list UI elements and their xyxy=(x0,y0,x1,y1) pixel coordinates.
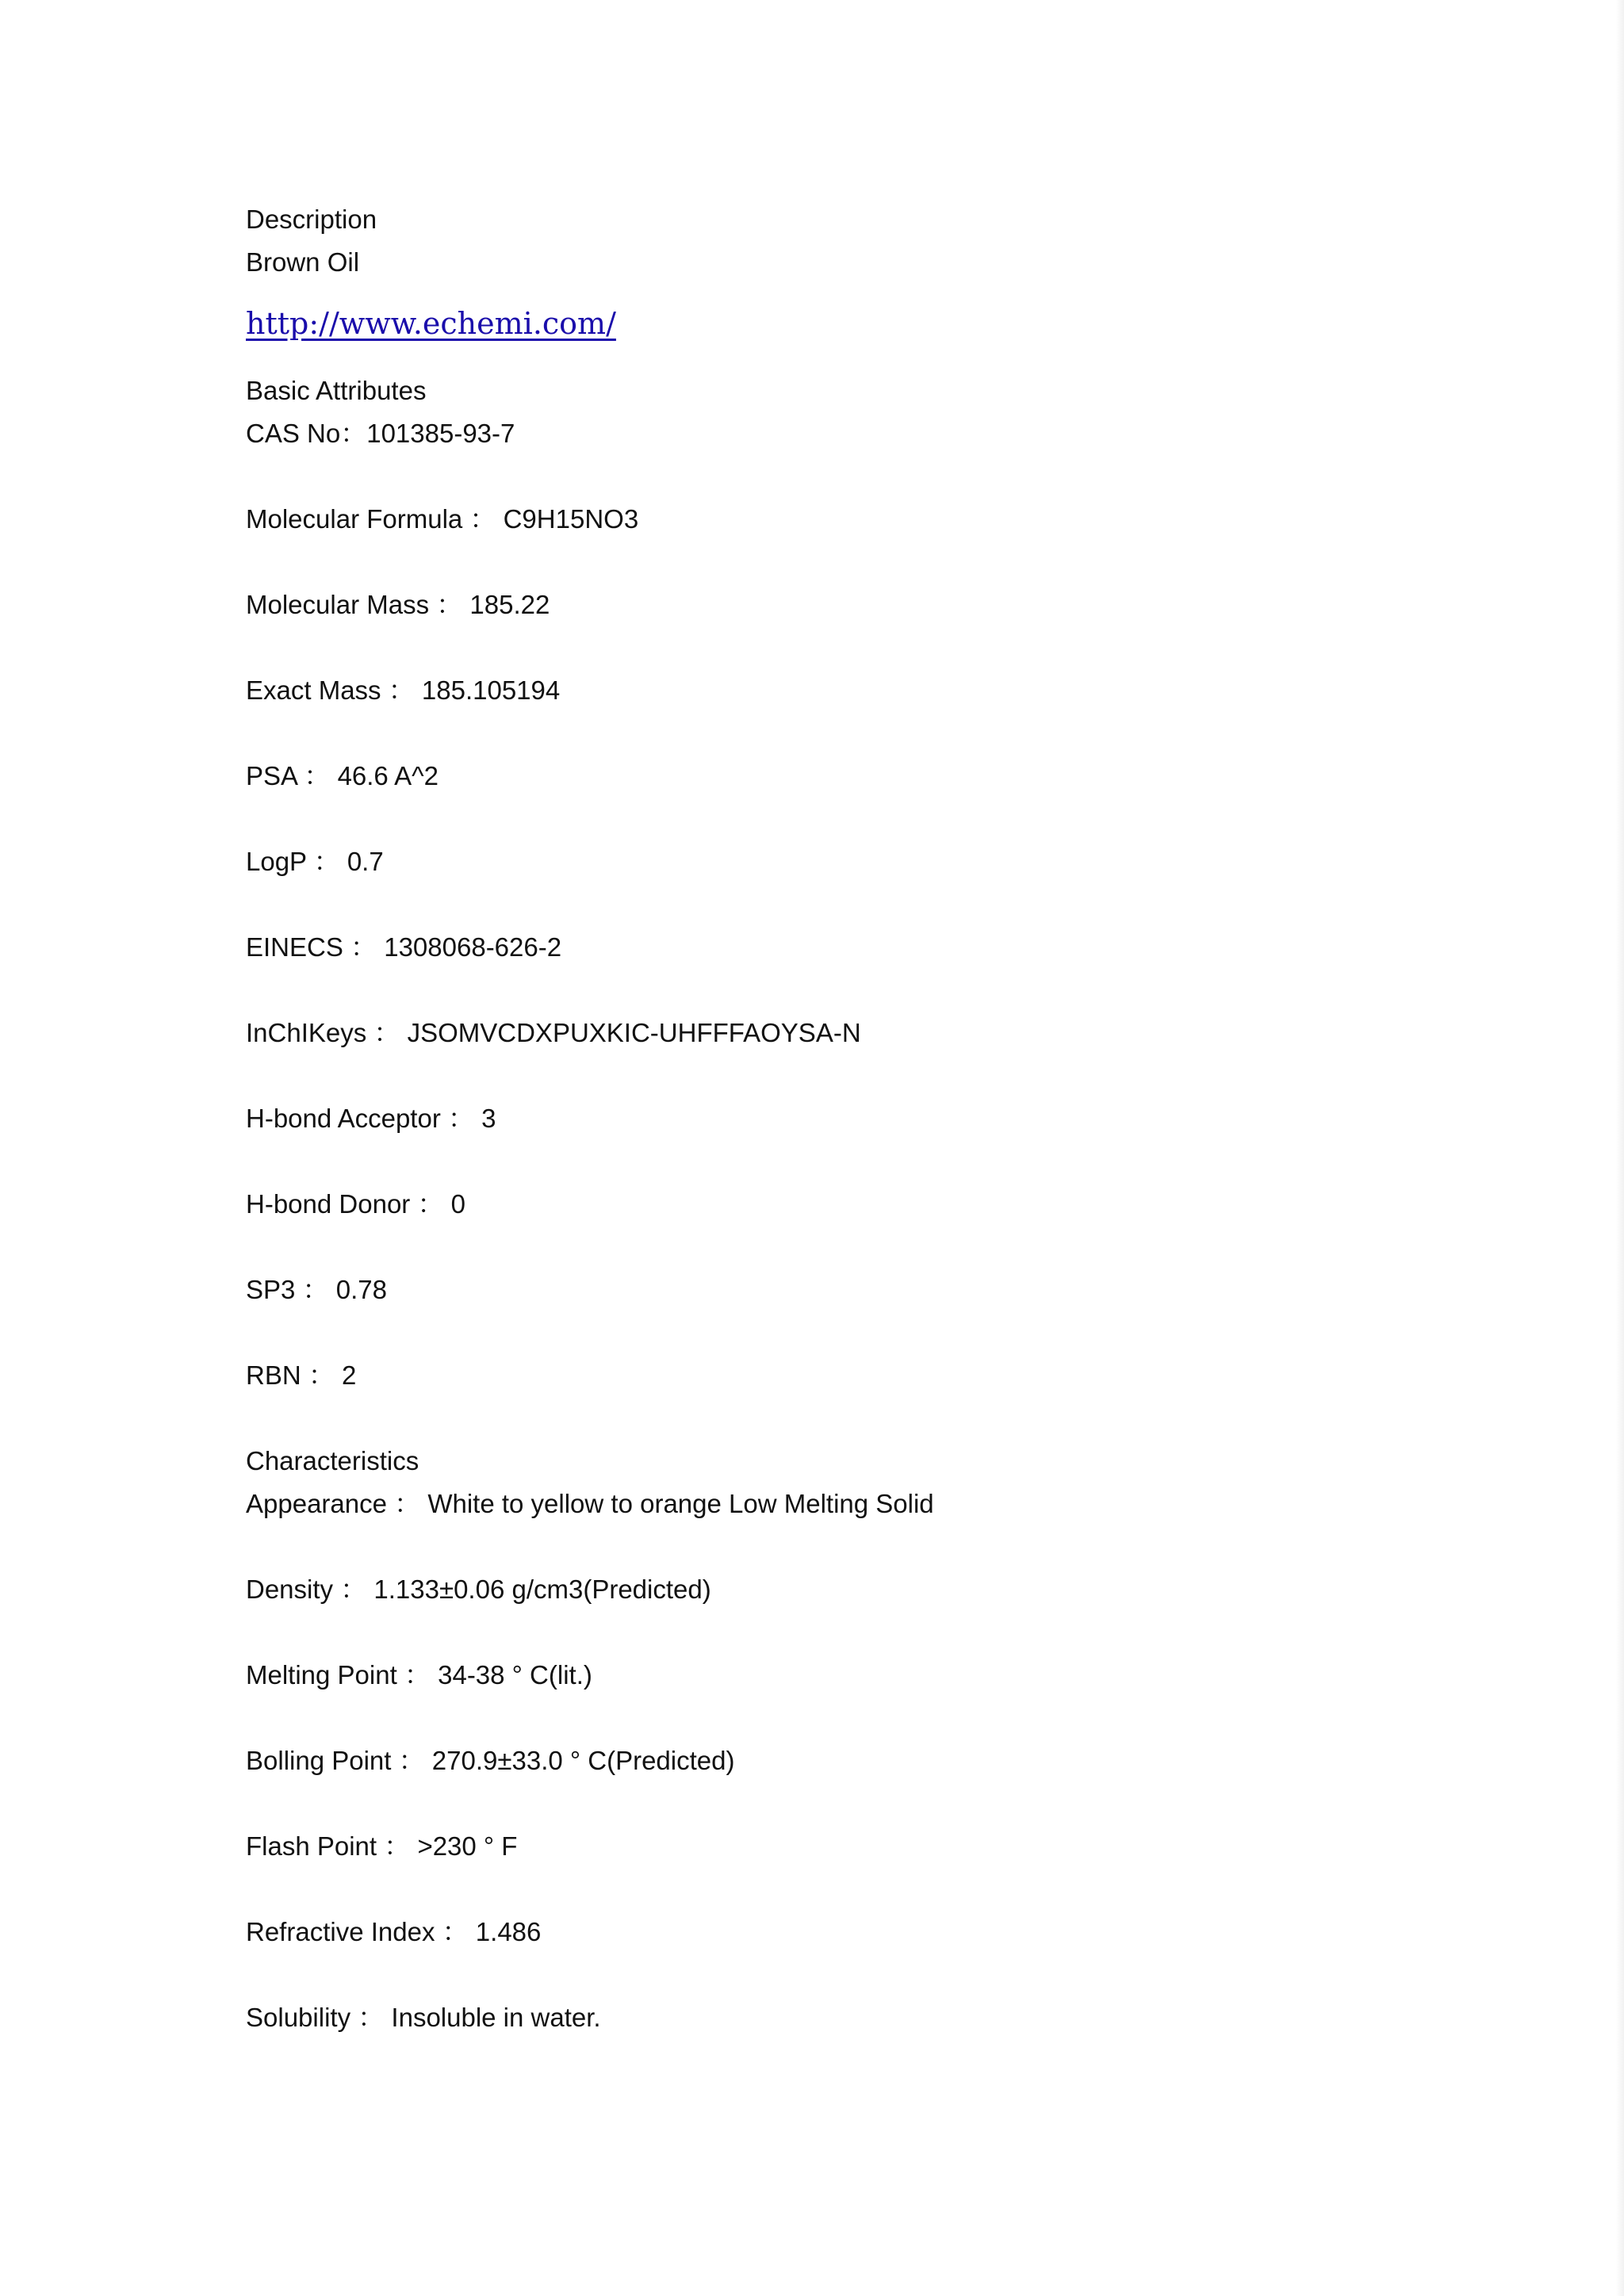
sp3-value: 0.78 xyxy=(335,1275,387,1304)
section-gap xyxy=(246,1397,1515,1440)
logp-label: LogP xyxy=(246,847,307,876)
row-gap xyxy=(246,626,1515,669)
psa-row xyxy=(246,755,1515,798)
einecs-row xyxy=(246,926,1515,969)
melting-point-value: 34-38 ° C(lit.) xyxy=(438,1660,592,1689)
row-gap xyxy=(246,1954,1515,1996)
flash-point-label: Flash Point xyxy=(246,1831,377,1861)
refractive-index-row xyxy=(246,1911,1515,1954)
basic-attributes-heading: Basic Attributes xyxy=(246,376,427,405)
refractive-index-label: Refractive Index xyxy=(246,1917,435,1946)
einecs-value: 1308068-626-2 xyxy=(384,932,562,962)
flash-point-value: >230 ° F xyxy=(417,1831,518,1861)
colon-separator: ： xyxy=(297,761,338,790)
colon-separator: ： xyxy=(295,1275,336,1304)
logp-row xyxy=(246,840,1515,883)
colon-separator: ： xyxy=(462,504,504,534)
row-gap xyxy=(246,1697,1515,1739)
row-gap xyxy=(246,455,1515,498)
sp3-label: SP3 xyxy=(246,1275,296,1304)
molecular-formula-value: C9H15NO3 xyxy=(503,504,639,534)
exact-mass-value: 185.105194 xyxy=(421,675,561,705)
h-bond-acceptor-value: 3 xyxy=(481,1104,496,1133)
appearance-value: White to yellow to orange Low Melting Solid xyxy=(427,1489,934,1518)
melting-point-row xyxy=(246,1654,1515,1697)
h-bond-acceptor-row xyxy=(246,1097,1515,1140)
rbn-value: 2 xyxy=(342,1360,357,1390)
density-label: Density xyxy=(246,1575,334,1604)
inchikeys-label: InChIKeys xyxy=(246,1018,367,1047)
rbn-label: RBN xyxy=(246,1360,301,1390)
cas-label: CAS No xyxy=(246,419,341,448)
description-value: Brown Oil xyxy=(246,247,360,277)
melting-point-label: Melting Point xyxy=(246,1660,397,1689)
echemi-link[interactable]: http://www.echemi.com/ xyxy=(246,306,616,341)
colon-separator: ： xyxy=(306,847,347,876)
bolling-point-row xyxy=(246,1739,1515,1782)
colon-separator: ： xyxy=(333,1575,374,1604)
bolling-point-value: 270.9±33.0 ° C(Predicted) xyxy=(431,1746,735,1775)
colon-separator: ： xyxy=(435,1917,476,1946)
cas-value: 101385-93-7 xyxy=(366,419,515,448)
solubility-value: Insoluble in water. xyxy=(391,2003,601,2032)
row-gap xyxy=(246,969,1515,1012)
row-gap xyxy=(246,1782,1515,1825)
row-gap xyxy=(246,1525,1515,1568)
document-content xyxy=(246,198,1515,2039)
inchikeys-value: JSOMVCDXPUXKIC-UHFFFAOYSA-N xyxy=(407,1018,861,1047)
colon-separator: ： xyxy=(396,1660,439,1689)
sp3-row xyxy=(246,1269,1515,1311)
rbn-row xyxy=(246,1354,1515,1397)
colon-separator: ： xyxy=(410,1189,451,1219)
molecular-mass-row xyxy=(246,584,1515,626)
characteristics-list xyxy=(246,1483,1515,2039)
row-gap xyxy=(246,541,1515,584)
basic-attributes-list xyxy=(246,455,1515,1397)
page-edge-shadow xyxy=(1616,0,1624,2296)
psa-label: PSA xyxy=(246,761,297,790)
einecs-label: EINECS xyxy=(246,932,343,962)
molecular-formula-label: Molecular Formula xyxy=(246,504,463,534)
colon-separator: ： xyxy=(301,1360,343,1390)
appearance-label: Appearance xyxy=(246,1489,387,1518)
description-heading: Description xyxy=(246,205,377,234)
colon-separator: ： xyxy=(429,590,470,619)
molecular-mass-value: 185.22 xyxy=(469,590,550,619)
density-row xyxy=(246,1568,1515,1611)
h-bond-donor-label: H-bond Donor xyxy=(246,1189,411,1219)
h-bond-acceptor-label: H-bond Acceptor xyxy=(246,1104,441,1133)
molecular-formula-row xyxy=(246,498,1515,541)
row-gap xyxy=(246,883,1515,926)
colon-separator: ： xyxy=(366,1018,408,1047)
colon-separator: ： xyxy=(350,2003,392,2032)
exact-mass-label: Exact Mass xyxy=(246,675,381,705)
appearance-row xyxy=(246,1483,1515,1525)
cas-number-row xyxy=(246,412,1515,455)
colon-separator: ： xyxy=(343,932,385,962)
row-gap xyxy=(246,1054,1515,1097)
row-gap xyxy=(246,1311,1515,1354)
h-bond-donor-row xyxy=(246,1183,1515,1226)
characteristics-heading: Characteristics xyxy=(246,1446,419,1475)
density-value: 1.133±0.06 g/cm3(Predicted) xyxy=(373,1575,711,1604)
colon-separator: ： xyxy=(381,675,422,705)
cas-separator: ： xyxy=(340,419,367,448)
row-gap xyxy=(246,1611,1515,1654)
refractive-index-value: 1.486 xyxy=(475,1917,542,1946)
psa-value: 46.6 A^2 xyxy=(337,761,439,790)
logp-value: 0.7 xyxy=(347,847,384,876)
flash-point-row xyxy=(246,1825,1515,1868)
molecular-mass-label: Molecular Mass xyxy=(246,590,430,619)
row-gap xyxy=(246,1868,1515,1911)
row-gap xyxy=(246,1140,1515,1183)
colon-separator: ： xyxy=(386,1489,428,1518)
colon-separator: ： xyxy=(377,1831,418,1861)
solubility-row xyxy=(246,1996,1515,2039)
exact-mass-row xyxy=(246,669,1515,712)
h-bond-donor-value: 0 xyxy=(450,1189,465,1219)
row-gap xyxy=(246,798,1515,840)
colon-separator: ： xyxy=(440,1104,482,1133)
solubility-label: Solubility xyxy=(246,2003,351,2032)
row-gap xyxy=(246,712,1515,755)
colon-separator: ： xyxy=(391,1746,432,1775)
bolling-point-label: Bolling Point xyxy=(246,1746,392,1775)
row-gap xyxy=(246,1226,1515,1269)
inchikeys-row xyxy=(246,1012,1515,1054)
